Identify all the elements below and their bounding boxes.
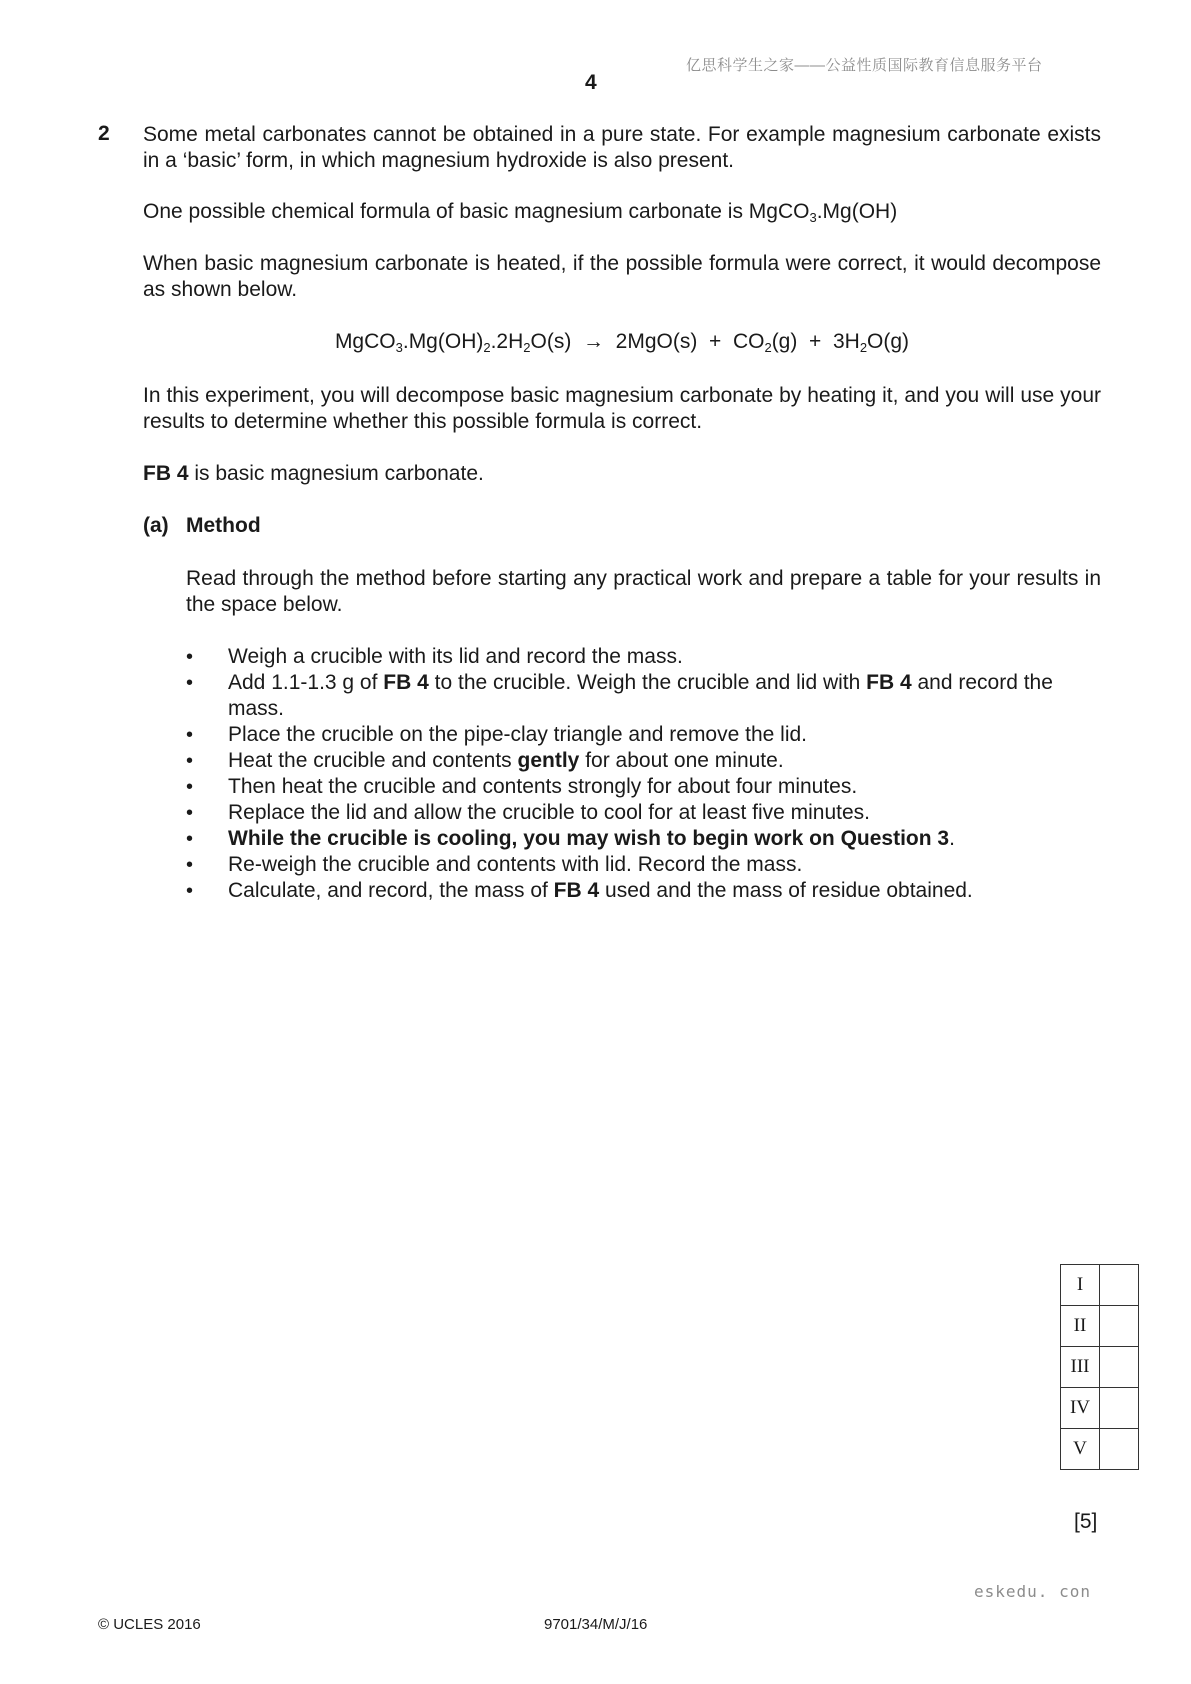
total-marks: [5] — [1074, 1510, 1098, 1533]
mark-box[interactable] — [1100, 1429, 1139, 1470]
footer-copyright: © UCLES 2016 — [98, 1616, 201, 1633]
experiment-paragraph: In this experiment, you will decompose basic magnesium carbonate by heating it, and you will use your results to determine whether this possible formula is correct. — [143, 384, 1101, 433]
formula-paragraph — [143, 199, 1101, 225]
mark-label: IV — [1061, 1388, 1100, 1429]
mark-label: III — [1061, 1347, 1100, 1388]
mark-box[interactable] — [1100, 1306, 1139, 1347]
mark-box[interactable] — [1100, 1388, 1139, 1429]
method-intro: Read through the method before starting any practical work and prepare a table for your results in the space below. — [186, 567, 1101, 616]
list-item: • Re-weigh the crucible and contents with lid. Record the mass. — [186, 852, 1101, 878]
mark-label: V — [1061, 1429, 1100, 1470]
footer-code: 9701/34/M/J/16 — [544, 1616, 648, 1633]
list-item: • Add 1.1-1.3 g of FB 4 to the crucible. Weigh the crucible and lid with FB 4 and record the mass. — [186, 670, 1101, 722]
method-steps — [186, 644, 1101, 904]
formula-text-end: .Mg(OH) — [816, 200, 898, 223]
mark-box[interactable] — [1100, 1347, 1139, 1388]
list-item: • Place the crucible on the pipe-clay triangle and remove the lid. — [186, 722, 1101, 748]
table-row — [1061, 1265, 1139, 1306]
mark-label: II — [1061, 1306, 1100, 1347]
fb4-paragraph: FB 4 is basic magnesium carbonate. — [143, 462, 484, 485]
list-item: • Replace the lid and allow the crucible to cool for at least five minutes. — [186, 800, 1101, 826]
table-row — [1061, 1306, 1139, 1347]
decomposition-equation: $MgCO_3.Mg(OH)_2.2H_2O(s) \to 2MgO(s) + CO_2(g) + 3H_2O(g)$ — [334, 330, 910, 355]
formula-text-start: One possible chemical formula of basic magnesium carbonate is MgCO — [143, 200, 810, 223]
mark-boxes — [1060, 1264, 1139, 1470]
list-item: • While the crucible is cooling, you may wish to begin work on Question 3. — [186, 826, 1101, 852]
table-row — [1061, 1429, 1139, 1470]
intro-paragraph: Some metal carbonates cannot be obtained in a pure state. For example magnesium carbonate exists in a ‘basic’ form, in which magnesium hydroxide is also present. — [143, 123, 1101, 172]
list-item: • Heat the crucible and contents gently for about one minute. — [186, 748, 1101, 774]
table-row — [1061, 1347, 1139, 1388]
list-item: • Then heat the crucible and contents strongly for about four minutes. — [186, 774, 1101, 800]
list-item: • Weigh a crucible with its lid and record the mass. — [186, 644, 1101, 670]
list-item: • Calculate, and record, the mass of FB 4 used and the mass of residue obtained. — [186, 878, 1101, 904]
question-number: 2 — [98, 122, 110, 145]
part-title: Method — [186, 514, 261, 537]
watermark-top: 亿思科学生之家——公益性质国际教育信息服务平台 — [686, 57, 1043, 74]
fb4-label: FB 4 — [143, 462, 189, 485]
page-number: 4 — [585, 71, 597, 94]
mark-box[interactable] — [1100, 1265, 1139, 1306]
watermark-bottom: eskedu. con — [974, 1582, 1091, 1601]
formula-subscript: 3 — [809, 210, 817, 225]
decompose-paragraph: When basic magnesium carbonate is heated, if the possible formula were correct, it would decompose as shown below. — [143, 252, 1101, 301]
part-label: (a) — [143, 514, 169, 537]
mark-label: I — [1061, 1265, 1100, 1306]
table-row — [1061, 1388, 1139, 1429]
